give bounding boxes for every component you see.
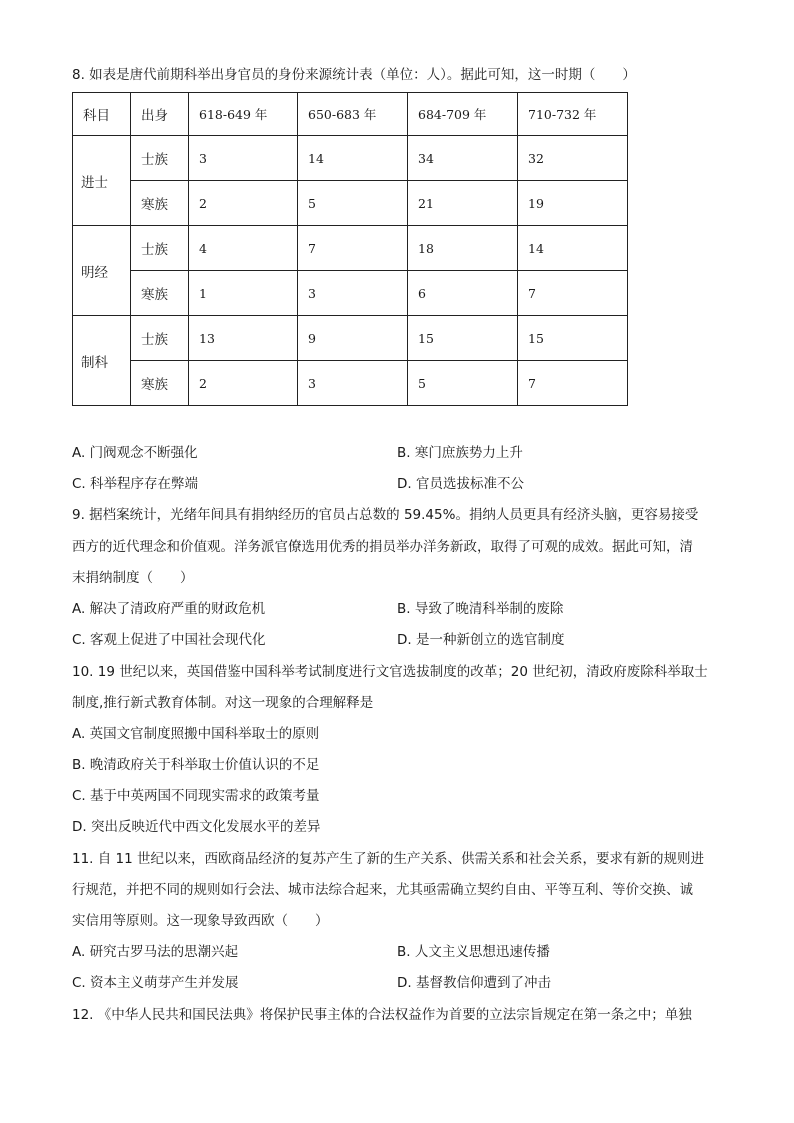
q9-stem-line: 9. 据档案统计，光绪年间具有捐纳经历的官员占总数的 59.45%。捐纳人员更具有经济头脑，更容易接受 — [72, 507, 699, 523]
q8-option-d: D. 官员选拔标准不公 — [397, 476, 524, 492]
q10-option-b: B. 晚清政府关于科举取士价值认识的不足 — [72, 757, 320, 773]
q11-option-a: A. 研究古罗马法的思潮兴起 — [72, 944, 239, 960]
origin-cell: 寒族 — [131, 271, 189, 316]
table-row — [73, 316, 628, 361]
subject-cell: 进士 — [73, 136, 131, 226]
subject-cell: 明经 — [73, 226, 131, 316]
value-cell: 7 — [518, 361, 628, 406]
origin-cell: 士族 — [131, 316, 189, 361]
value-cell: 7 — [298, 226, 408, 271]
value-cell: 18 — [408, 226, 518, 271]
origin-cell: 士族 — [131, 136, 189, 181]
origin-cell: 士族 — [131, 226, 189, 271]
value-cell: 15 — [518, 316, 628, 361]
q8-option-b: B. 寒门庶族势力上升 — [397, 445, 523, 461]
q10-option-a: A. 英国文官制度照搬中国科举取士的原则 — [72, 726, 320, 742]
q11-stem-line: 11. 自 11 世纪以来，西欧商品经济的复苏产生了新的生产关系、供需关系和社会关系，要求有新的规则进 — [72, 851, 705, 867]
table-header-row — [73, 93, 628, 136]
q8-stem: 8. 如表是唐代前期科举出身官员的身份来源统计表（单位：人）。据此可知，这一时期（ ） — [72, 67, 636, 83]
q11-option-d: D. 基督教信仰遭到了冲击 — [397, 975, 551, 991]
subject-cell: 制科 — [73, 316, 131, 406]
q12-stem-line: 12. 《中华人民共和国民法典》将保护民事主体的合法权益作为首要的立法宗旨规定在第一条之中；单独 — [72, 1007, 692, 1023]
q8-option-a: A. 门阀观念不断强化 — [72, 445, 198, 461]
value-cell: 4 — [189, 226, 298, 271]
value-cell: 14 — [518, 226, 628, 271]
q9-option-d: D. 是一种新创立的选官制度 — [397, 632, 565, 648]
value-cell: 7 — [518, 271, 628, 316]
table-row — [73, 181, 628, 226]
table-row — [73, 361, 628, 406]
value-cell: 15 — [408, 316, 518, 361]
header-subject: 科目 — [73, 93, 131, 136]
table-row — [73, 226, 628, 271]
q10-stem-line: 10. 19 世纪以来，英国借鉴中国科举考试制度进行文官选拔制度的改革；20 世纪初，清政府废除科举取士 — [72, 664, 708, 680]
value-cell: 21 — [408, 181, 518, 226]
q10-option-c: C. 基于中英两国不同现实需求的政策考量 — [72, 788, 320, 804]
origin-cell: 寒族 — [131, 361, 189, 406]
value-cell: 3 — [298, 271, 408, 316]
value-cell: 34 — [408, 136, 518, 181]
header-origin: 出身 — [131, 93, 189, 136]
header-period: 710-732 年 — [518, 93, 628, 136]
q11-option-b: B. 人文主义思想迅速传播 — [397, 944, 550, 960]
value-cell: 5 — [298, 181, 408, 226]
q10-option-d: D. 突出反映近代中西文化发展水平的差异 — [72, 819, 321, 835]
q9-stem-line: 末捐纳制度（ ） — [72, 570, 194, 586]
value-cell: 13 — [189, 316, 298, 361]
value-cell: 5 — [408, 361, 518, 406]
value-cell: 14 — [298, 136, 408, 181]
header-period: 618-649 年 — [189, 93, 298, 136]
origin-cell: 寒族 — [131, 181, 189, 226]
q8-statistics-table — [72, 92, 628, 406]
header-period: 650-683 年 — [298, 93, 408, 136]
value-cell: 2 — [189, 361, 298, 406]
q9-option-b: B. 导致了晚清科举制的废除 — [397, 601, 564, 617]
table-row — [73, 271, 628, 316]
value-cell: 6 — [408, 271, 518, 316]
header-period: 684-709 年 — [408, 93, 518, 136]
q9-stem-line: 西方的近代理念和价值观。洋务派官僚选用优秀的捐员举办洋务新政，取得了可观的成效。据此可知，清 — [72, 539, 693, 555]
q9-option-a: A. 解决了清政府严重的财政危机 — [72, 601, 266, 617]
table-row — [73, 136, 628, 181]
value-cell: 19 — [518, 181, 628, 226]
value-cell: 3 — [298, 361, 408, 406]
q8-option-c: C. 科举程序存在弊端 — [72, 476, 199, 492]
value-cell: 1 — [189, 271, 298, 316]
q11-stem-line: 行规范，并把不同的规则如行会法、城市法综合起来，尤其亟需确立契约自由、平等互利、等价交换、诚 — [72, 882, 693, 898]
value-cell: 2 — [189, 181, 298, 226]
q11-stem-line: 实信用等原则。这一现象导致西欧（ ） — [72, 913, 329, 929]
q10-stem-line: 制度,推行新式教育体制。对这一现象的合理解释是 — [72, 695, 374, 711]
value-cell: 3 — [189, 136, 298, 181]
q9-option-c: C. 客观上促进了中国社会现代化 — [72, 632, 266, 648]
q11-option-c: C. 资本主义萌芽产生并发展 — [72, 975, 239, 991]
value-cell: 9 — [298, 316, 408, 361]
value-cell: 32 — [518, 136, 628, 181]
